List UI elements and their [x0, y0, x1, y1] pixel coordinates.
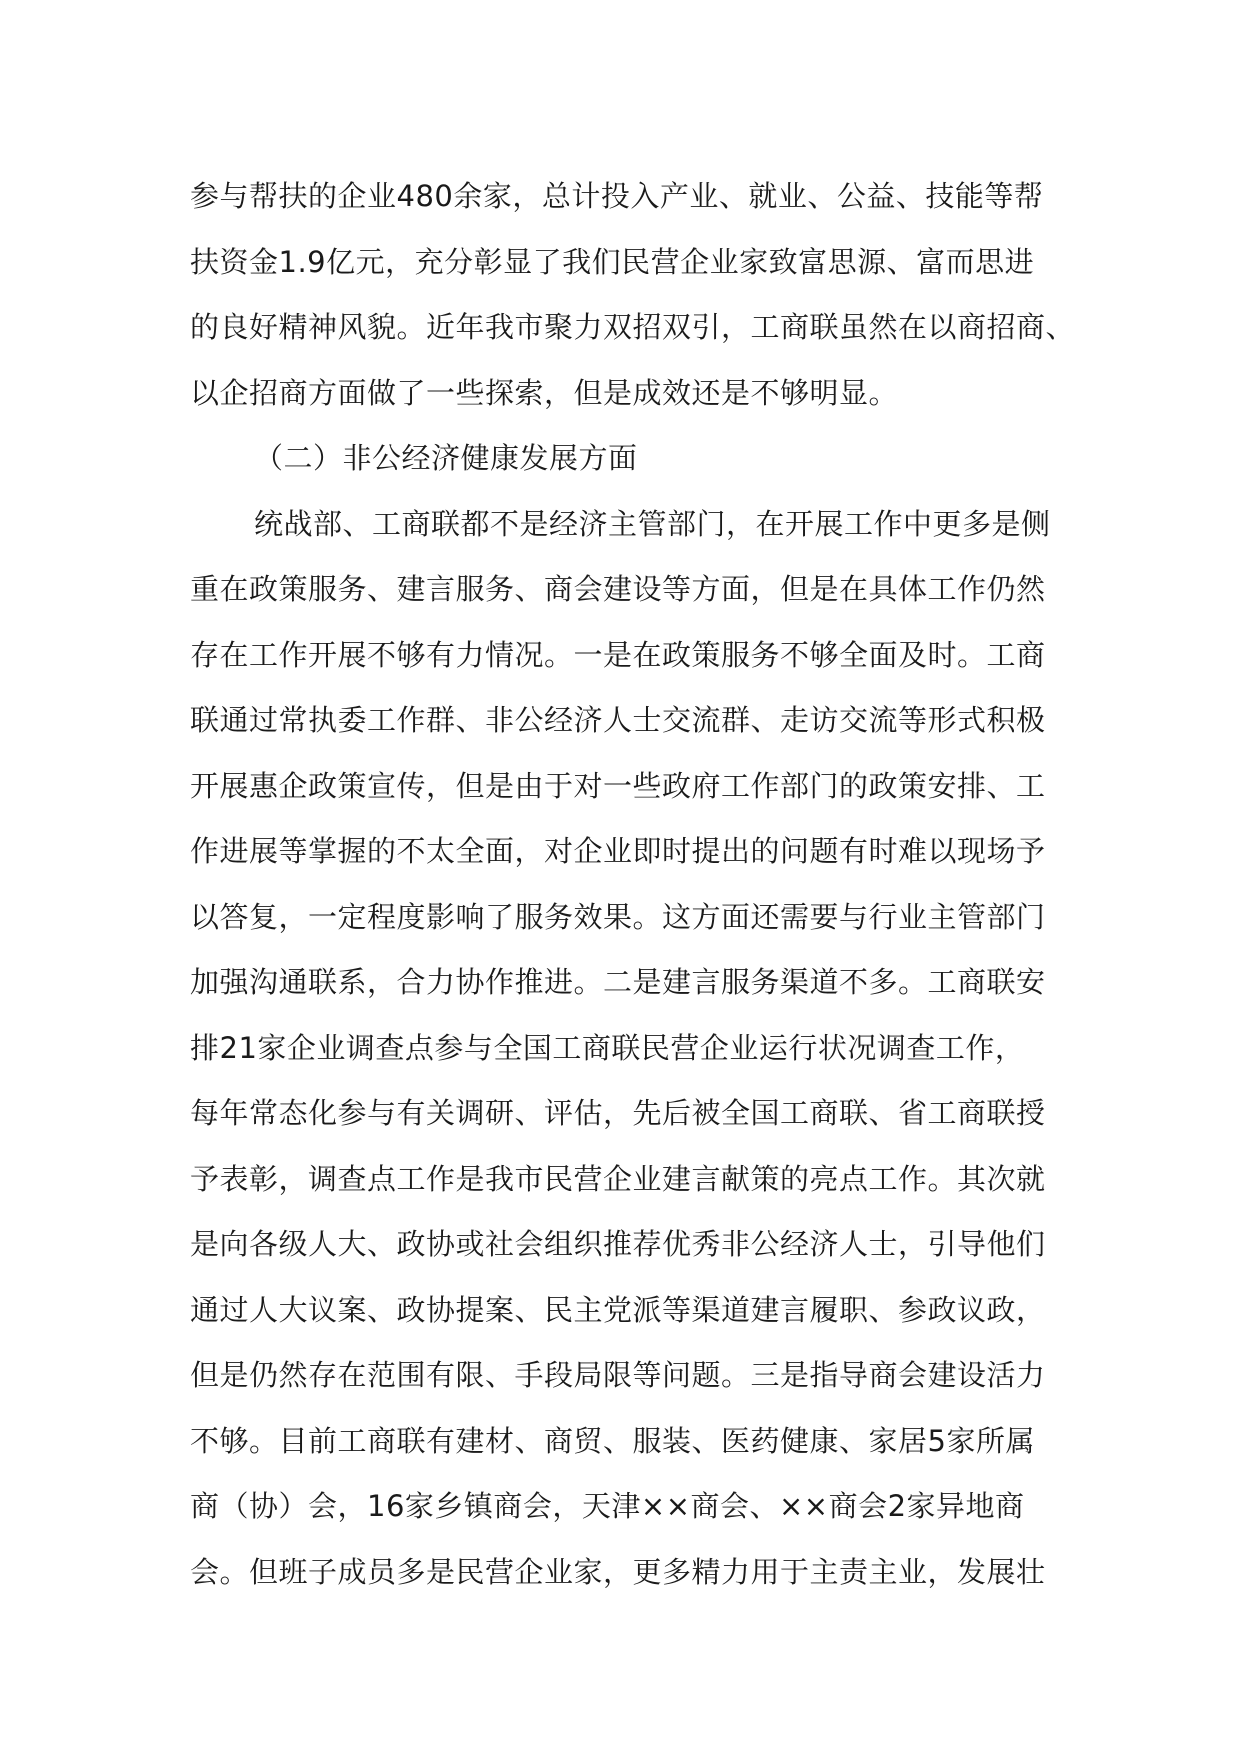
- paragraph-line: 统战部、工商联都不是经济主管部门，在开展工作中更多是侧: [254, 506, 1051, 541]
- paragraph-line: 商（协）会，16家乡镇商会，天津××商会、××商会2家异地商: [190, 1489, 1025, 1523]
- paragraph-line: 作进展等掌握的不太全面，对企业即时提出的问题有时难以现场予: [190, 834, 1046, 868]
- paragraph-line: 的良好精神风貌。近年我市聚力双招双引，工商联虽然在以商招商、: [190, 310, 1076, 344]
- paragraph-line: 以答复，一定程度影响了服务效果。这方面还需要与行业主管部门: [190, 899, 1046, 934]
- paragraph-line: 排21家企业调查点参与全国工商联民营企业运行状况调查工作，: [190, 1030, 1025, 1065]
- paragraph-line: 加强沟通联系，合力协作推进。二是建言服务渠道不多。工商联安: [190, 965, 1046, 999]
- paragraph-line: 每年常态化参与有关调研、评估，先后被全国工商联、省工商联授: [190, 1096, 1046, 1130]
- paragraph-line: 重在政策服务、建言服务、商会建设等方面，但是在具体工作仍然: [190, 572, 1046, 606]
- document-body: [190, 172, 1076, 1613]
- paragraph-line: 但是仍然存在范围有限、手段局限等问题。三是指导商会建设活力: [190, 1358, 1046, 1392]
- paragraph-line: 以企招商方面做了一些探索，但是成效还是不够明显。: [190, 375, 899, 410]
- paragraph-line: 予表彰，调查点工作是我市民营企业建言献策的亮点工作。其次就: [190, 1161, 1046, 1196]
- paragraph-line: 通过人大议案、政协提案、民主党派等渠道建言履职、参政议政，: [190, 1292, 1046, 1327]
- paragraph-line: 会。但班子成员多是民营企业家，更多精力用于主责主业，发展壮: [190, 1554, 1046, 1589]
- paragraph-line: 不够。目前工商联有建材、商贸、服装、医药健康、家居5家所属: [190, 1423, 1035, 1458]
- paragraph-line: 联通过常执委工作群、非公经济人士交流群、走访交流等形式积极: [190, 703, 1046, 737]
- section-heading: （二）非公经济健康发展方面: [254, 441, 638, 475]
- paragraph-line: 是向各级人大、政协或社会组织推荐优秀非公经济人士，引导他们: [190, 1227, 1046, 1261]
- paragraph-line: 扶资金1.9亿元，充分彰显了我们民营企业家致富思源、富而思进: [190, 244, 1035, 279]
- paragraph-line: 存在工作开展不够有力情况。一是在政策服务不够全面及时。工商: [190, 637, 1046, 672]
- paragraph-line: 开展惠企政策宣传，但是由于对一些政府工作部门的政策安排、工: [190, 768, 1046, 803]
- paragraph-line: 参与帮扶的企业480余家，总计投入产业、就业、公益、技能等帮: [190, 179, 1044, 213]
